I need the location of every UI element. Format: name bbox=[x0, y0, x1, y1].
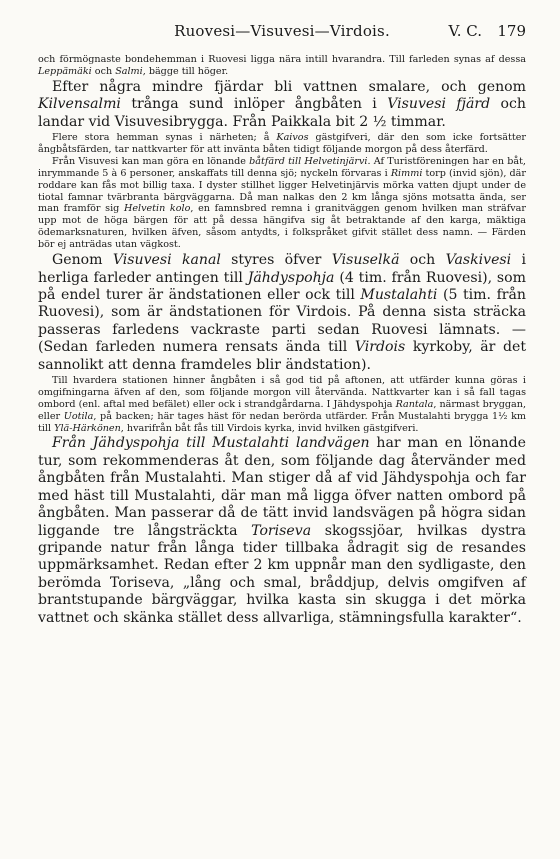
paragraph-5: Genom Visuvesi kanal styres öfver Visuselkä och Vaskivesi i herliga farleder antingen till Jähdyspohja (4 tim. från Ruovesi), som på endel turer är ändstationen eller ock till Mustalahti (5 tim. från Ruovesi), som är ändstationen för Virdois. På denna sista sträcka passeras farledens vackraste parti sedan Ruovesi lämnats. — (Sedan farleden numera rensats ända till Virdois kyrkoby, är det sannolikt att denna framdeles blir ändstation). bbox=[38, 252, 527, 373]
paragraph-2: Efter några mindre fjärdar bli vattnen smalare, och genom Kilvensalmi trånga sund inlöper ångbåten i Visuvesi fjärd och landar vid Visuvesibrygga. Från Paikkala bit 2 ½ timmar. bbox=[38, 78, 526, 130]
paragraph-3: Flere stora hemman synas i närheten; å Kaivos gästgifveri, där den som icke fortsätter ångbåtsfärden, tar nattkvarter för att invänta båten tidigt följande morgon på dess återfärd. bbox=[38, 132, 527, 155]
page-number: 179 bbox=[497, 22, 526, 40]
paragraph-1: och förmögnaste bondehemman i Ruovesi ligga nära intill hvarandra. Till farleden synas af dessa Leppämäki och Salmi, bägge till höger. bbox=[38, 54, 526, 77]
section-mark: V. C. bbox=[448, 22, 482, 40]
paragraph-6: Till hvardera stationen hinner ångbåten i så god tid på aftonen, att utfärder kunna göras i omgifningarna äfven af den, som följande morgon vill återvända. Nattkvarter kan i så fall tagas ombord (enl. aftal med befälet) eller ock i strandgårdarna. I Jähdyspohja Rantala, närmast bryggan, eller Uotila, på backen; här tages häst för nedan berörda utfärder. Från Mustalahti brygga 1½ km till Ylä-Härkönen, hvarifrån båt fås till Virdois kyrka, invid hvilken gästgifveri. bbox=[38, 374, 526, 434]
page-header bbox=[38, 22, 526, 44]
running-title: Ruovesi—Visuvesi—Virdois. bbox=[174, 22, 390, 40]
paragraph-4: Från Visuvesi kan man göra en lönande båtfärd till Helvetinjärvi. Af Turistföreningen har en båt, inrymmande 5 à 6 personer, anskaffats till denna sjö; nyckeln förvaras i Rimmi torp (invid sjön), där roddare kan fås mot billig taxa. I dyster stillhet ligger Helvetinjärvis mörka vatten djupt under de tiotal famnar tvärbranta bärgväggarna. Då man nalkas den 2 km långa sjöns motsatta ända, ser man framför sig Helvetin kolo, en famnsbred remna i granitväggen genom hvilken man sträfvar upp mot de höga bärgen för att på dessa hängifva sig åt betraktande af den karga, mäktiga ödemarksnaturen, hvilken äfven, såsom antydts, i folkspråket gifvit stället dess namn. — Färden bör ej anträdas utan vägkost. bbox=[38, 155, 526, 251]
paragraph-7: Från Jähdyspohja till Mustalahti landvägen har man en lönande tur, som rekommenderas åt den, som följande dag återvänder med ångbåten från Mustalahti. Man stiger då af vid Jähdyspohja och far med häst till Mustalahti, där man må ligga öfver natten ombord på ångbåten. Man passerar då de tätt invid landsvägen på högra sidan liggande tre långsträckta Toriseva skogssjöar, hvilkas dystra gripande natur från långa tider tillbaka ådragit sig de resandes uppmärksamhet. Redan efter 2 km uppnår man den sydligaste, den berömda Toriseva, „lång och smal, bråddjup, delvis omgifven af brantstupande bärgväggar, hvilka kasta sin skugga i det mörka vattnet och skänka stället dess allvarliga, stämningsfulla karakter“. bbox=[38, 435, 526, 626]
